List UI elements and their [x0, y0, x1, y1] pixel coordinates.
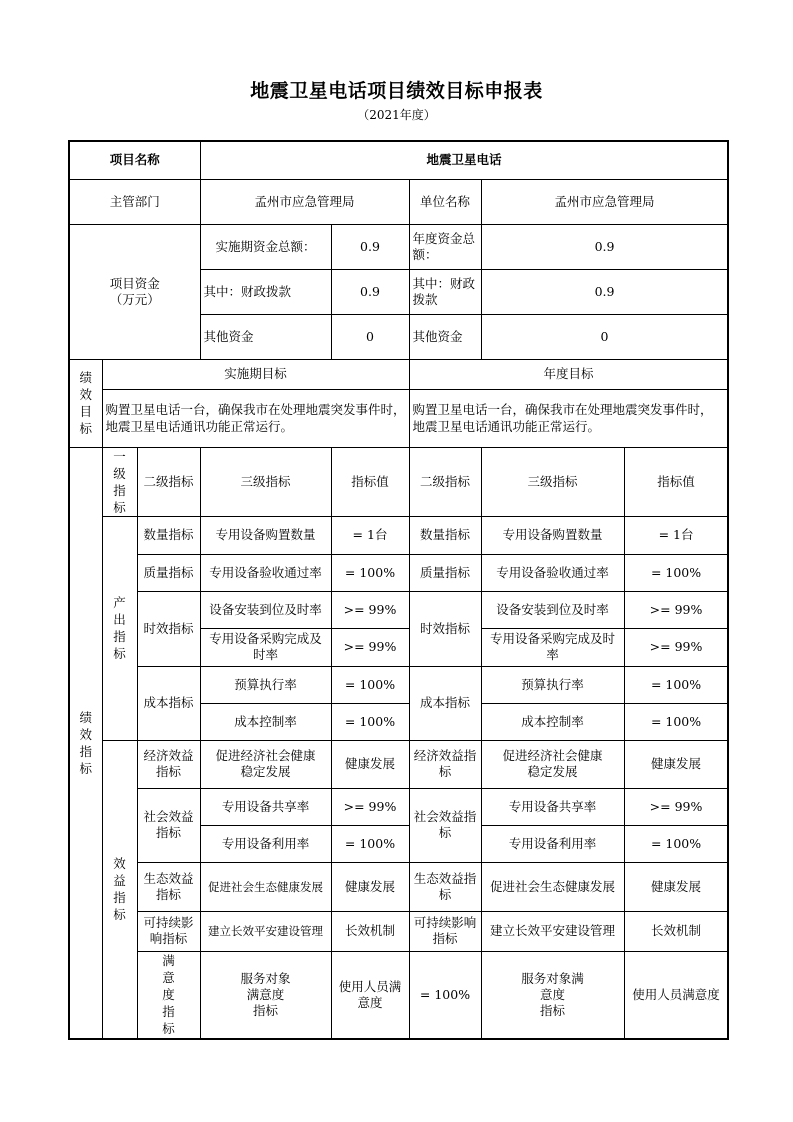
funds-row-label: 其中：财政拨款: [200, 269, 331, 314]
quality-level2: 质量指标: [409, 554, 481, 591]
dept-label: 主管部门: [69, 179, 200, 224]
ecological-value: 健康发展: [624, 862, 728, 911]
annual-goal-header: 年度目标: [409, 359, 728, 389]
cost-value: = 100%: [331, 666, 409, 703]
performance-form-table: [68, 140, 729, 1040]
timeliness-level3: 设备安装到位及时率: [481, 591, 624, 628]
timeliness-value: >= 99%: [624, 591, 728, 628]
indicator-value-header: 指标值: [624, 447, 728, 516]
cost-value: = 100%: [331, 703, 409, 740]
cost-level3: 成本控制率: [200, 703, 331, 740]
timeliness-level3: 专用设备采购完成及时率: [200, 628, 331, 666]
funds-label: 项目资金 （万元）: [69, 224, 200, 359]
quantity-level3: 专用设备购置数量: [200, 516, 331, 554]
impl-goal-header: 实施期目标: [102, 359, 409, 389]
timeliness-value: >= 99%: [331, 591, 409, 628]
cost-value: = 100%: [624, 703, 728, 740]
satisfaction-level2: 服务对象满 意度 指标: [481, 951, 624, 1039]
funds-row-value: 0.9: [331, 224, 409, 269]
timeliness-level2: 时效指标: [137, 591, 200, 666]
annual-goal-text: 购置卫星电话一台，确保我市在处理地震突发事件时，地震卫星电话通讯功能正常运行。: [409, 389, 728, 447]
ecological-level3: 促进社会生态健康发展: [481, 862, 624, 911]
quality-value: = 100%: [624, 554, 728, 591]
cost-level2: 成本指标: [409, 666, 481, 740]
goals-label: 绩 效 目 标: [69, 359, 102, 447]
social-level3: 专用设备利用率: [200, 825, 331, 862]
output-indicators-label: 产 出 指 标: [102, 516, 137, 740]
page-title: 地震卫星电话项目绩效目标申报表: [250, 80, 543, 102]
ecological-level3: 促进社会生态健康发展: [200, 862, 331, 911]
economic-level3: 促进经济社会健康 稳定发展: [200, 740, 331, 788]
economic-level2: 经济效益 指标: [137, 740, 200, 788]
social-value: = 100%: [624, 825, 728, 862]
effect-indicators-label: 效 益 指 标: [102, 740, 137, 1039]
indicator-level3-header: 三级指标: [481, 447, 624, 516]
sustainable-value: 长效机制: [624, 911, 728, 951]
satisfaction-level2: 服务对象 满意度 指标: [200, 951, 331, 1039]
funds-row-value: 0: [331, 314, 409, 359]
quantity-level2: 数量指标: [409, 516, 481, 554]
satisfaction-indicators-label: 满 意 度 指 标: [137, 951, 200, 1039]
social-level2: 社会效益指 标: [409, 788, 481, 862]
economic-level2: 经济效益指 标: [409, 740, 481, 788]
funds-row-label: 其他资金: [200, 314, 331, 359]
social-level2: 社会效益 指标: [137, 788, 200, 862]
project-name-value: 地震卫星电话: [200, 141, 728, 179]
economic-level3: 促进经济社会健康 稳定发展: [481, 740, 624, 788]
timeliness-value: >= 99%: [331, 628, 409, 666]
quantity-value: = 1台: [624, 516, 728, 554]
quantity-level3: 专用设备购置数量: [481, 516, 624, 554]
ecological-level2: 生态效益指 标: [409, 862, 481, 911]
cost-level3: 预算执行率: [200, 666, 331, 703]
timeliness-level3: 专用设备采购完成及时 率: [481, 628, 624, 666]
sustainable-level2: 可持续影 响指标: [137, 911, 200, 951]
funds-annual-label: 其中：财政拨款: [409, 269, 481, 314]
quality-value: = 100%: [331, 554, 409, 591]
quantity-value: = 1台: [331, 516, 409, 554]
funds-row-label: 实施期资金总额：: [200, 224, 331, 269]
timeliness-level2: 时效指标: [409, 591, 481, 666]
funds-annual-label: 年度资金总额：: [409, 224, 481, 269]
impl-goal-text: 购置卫星电话一台，确保我市在处理地震突发事件时，地震卫星电话通讯功能正常运行。: [102, 389, 409, 447]
funds-annual-value: 0.9: [481, 269, 728, 314]
funds-annual-label: 其他资金: [409, 314, 481, 359]
cost-value: = 100%: [624, 666, 728, 703]
indicators-label: 绩 效 指 标: [69, 447, 102, 1039]
social-value: >= 99%: [624, 788, 728, 825]
indicator-level3-header: 三级指标: [200, 447, 331, 516]
social-value: = 100%: [331, 825, 409, 862]
unit-name-value: 孟州市应急管理局: [481, 179, 728, 224]
economic-value: 健康发展: [331, 740, 409, 788]
satisfaction-level3: 使用人员满意度: [624, 951, 728, 1039]
cost-level2: 成本指标: [137, 666, 200, 740]
ecological-level2: 生态效益 指标: [137, 862, 200, 911]
funds-annual-value: 0: [481, 314, 728, 359]
timeliness-value: >= 99%: [624, 628, 728, 666]
quantity-level2: 数量指标: [137, 516, 200, 554]
sustainable-value: 长效机制: [331, 911, 409, 951]
indicator-value-header: 指标值: [331, 447, 409, 516]
ecological-value: 健康发展: [331, 862, 409, 911]
sustainable-level3: 建立长效平安建设管理: [481, 911, 624, 951]
indicator-level2-header: 二级指标: [409, 447, 481, 516]
unit-name-label: 单位名称: [409, 179, 481, 224]
dept-value: 孟州市应急管理局: [200, 179, 409, 224]
page-subtitle: （2021年度）: [357, 108, 436, 122]
social-level3: 专用设备共享率: [200, 788, 331, 825]
funds-annual-value: 0.9: [481, 224, 728, 269]
funds-row-value: 0.9: [331, 269, 409, 314]
cost-level3: 成本控制率: [481, 703, 624, 740]
indicator-level2-header: 二级指标: [137, 447, 200, 516]
quality-level2: 质量指标: [137, 554, 200, 591]
project-name-label: 项目名称: [69, 141, 200, 179]
social-level3: 专用设备共享率: [481, 788, 624, 825]
satisfaction-value: = 100%: [409, 951, 481, 1039]
cost-level3: 预算执行率: [481, 666, 624, 703]
satisfaction-level3: 使用人员满意度: [331, 951, 409, 1039]
economic-value: 健康发展: [624, 740, 728, 788]
sustainable-level3: 建立长效平安建设管理: [200, 911, 331, 951]
social-level3: 专用设备利用率: [481, 825, 624, 862]
timeliness-level3: 设备安装到位及时率: [200, 591, 331, 628]
quality-level3: 专用设备验收通过率: [481, 554, 624, 591]
indicator-level1-header: 一 级 指 标: [102, 447, 137, 516]
sustainable-level2: 可持续影响 指标: [409, 911, 481, 951]
quality-level3: 专用设备验收通过率: [200, 554, 331, 591]
social-value: >= 99%: [331, 788, 409, 825]
